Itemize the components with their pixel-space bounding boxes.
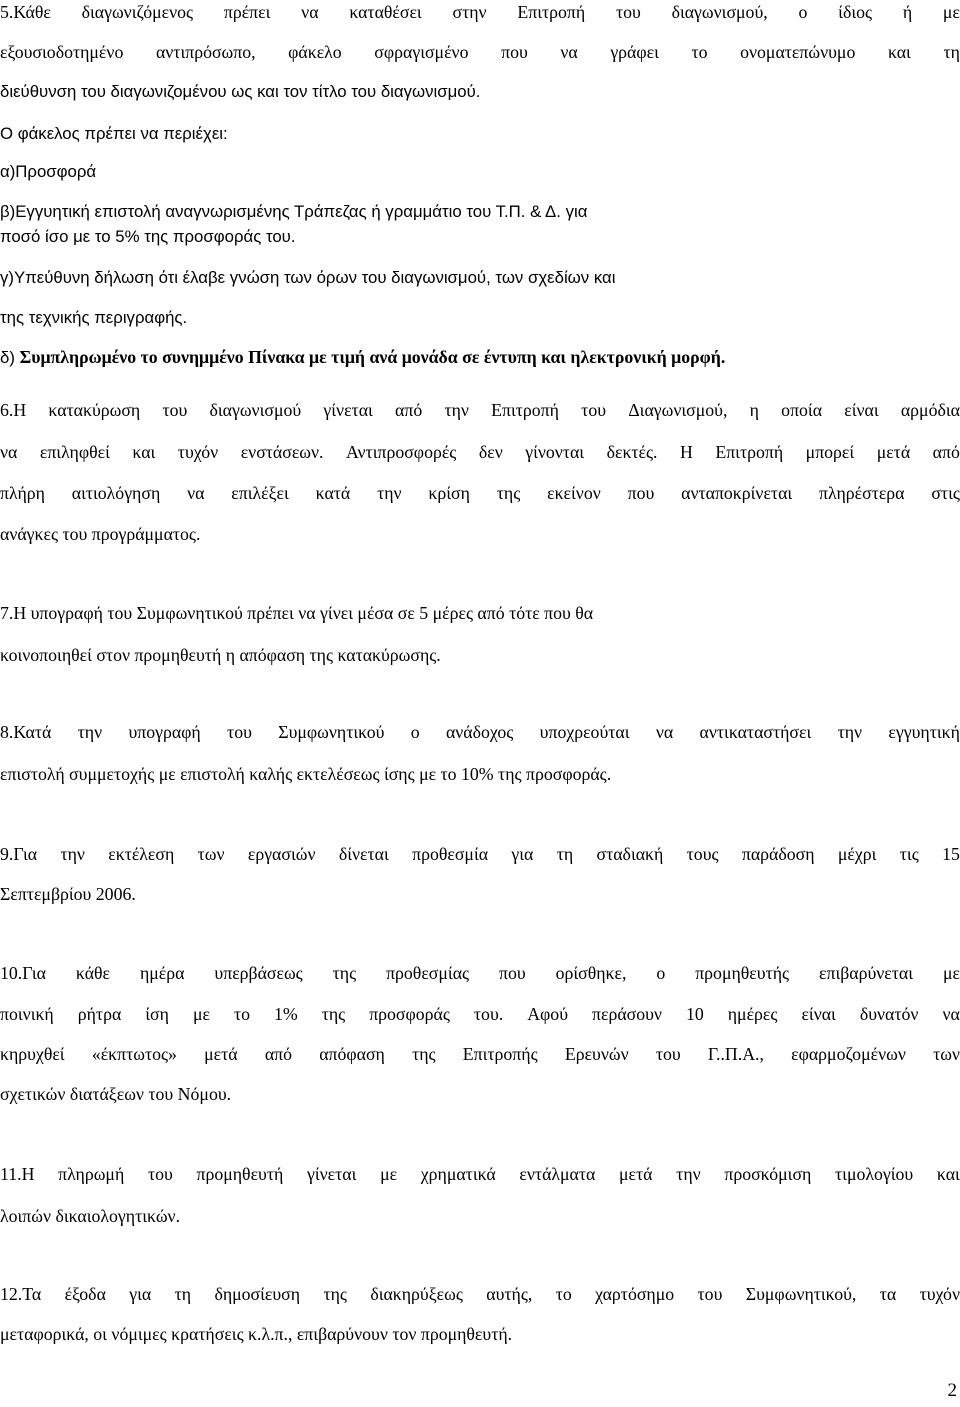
word: 11.Η	[0, 1164, 35, 1184]
word: εφαρμοζομένων	[791, 1044, 906, 1064]
word: μέχρι	[837, 844, 877, 864]
word: της	[323, 1284, 347, 1304]
paragraph-7-line-1: 7.Η υπογραφή του Συμφωνητικού πρέπει να γίνει μέσα σε 5 μέρες από τότε που θα	[0, 603, 594, 623]
item-d-bold-text: Συμπληρωμένο το συνημμένο Πίνακα με τιμή ανά μονάδα σε έντυπη και ηλεκτρονική μορφή.	[19, 347, 726, 367]
word: την	[676, 1164, 701, 1184]
word: ο	[656, 963, 666, 983]
word: με	[192, 1004, 210, 1024]
word: ανάδοχος	[445, 722, 514, 742]
word: 10.Για	[0, 963, 46, 983]
word: από	[264, 1044, 292, 1064]
word: η	[749, 400, 759, 420]
paragraph-10-line-2	[0, 1002, 960, 1026]
word: των	[197, 844, 225, 864]
word: ποινική	[0, 1004, 54, 1024]
item-b-guarantee-line-1: β)Εγγυητική επιστολή αναγνωρισμένης Τράπεζας ή γραμμάτιο του Τ.Π. & Δ. για	[0, 202, 588, 221]
word: μετά	[619, 1164, 653, 1184]
word: Συμφωνητικού,	[745, 1284, 857, 1304]
word: καταθέσει	[349, 2, 422, 22]
word: υπερβάσεως	[214, 963, 303, 983]
word: της	[412, 1044, 436, 1064]
word: επιβαρύνεται	[819, 963, 914, 983]
word: να	[0, 442, 18, 462]
word: χαρτόσημο	[595, 1284, 675, 1304]
word: της	[332, 963, 357, 983]
word: μετά	[204, 1044, 238, 1064]
word: οποία	[781, 400, 823, 420]
word: ο	[410, 722, 420, 742]
word: μετά	[876, 442, 911, 462]
word: με	[942, 963, 960, 983]
word: Συμφωνητικού	[278, 722, 385, 742]
paragraph-11-line-1	[0, 1162, 960, 1186]
word: στις	[931, 483, 960, 503]
word: απόφαση	[319, 1044, 385, 1064]
word: την	[77, 722, 103, 742]
word: του	[162, 400, 188, 420]
word: έξοδα	[64, 1284, 106, 1304]
word: υπογραφή	[128, 722, 201, 742]
word: 15	[942, 844, 960, 864]
word: του.	[473, 1004, 504, 1024]
word: σταδιακή	[596, 844, 664, 864]
word: προσκόμιση	[724, 1164, 812, 1184]
paragraph-5-line-3: διεύθυνση του διαγωνιζομένου ως και τον τίτλο του διαγωνισμού.	[0, 82, 481, 101]
word: εκείνον	[547, 483, 601, 503]
paragraph-8-line-2: επιστολή συμμετοχής με επιστολή καλής εκτελέσεως ίσης με το 10% της προσφοράς.	[0, 764, 612, 784]
word: να	[655, 722, 674, 742]
paragraph-12-line-1	[0, 1282, 960, 1306]
item-d-prefix: δ)	[0, 348, 20, 367]
word: για	[129, 1284, 152, 1304]
word: σφραγισμένο	[374, 42, 469, 62]
word: κατακύρωση	[48, 400, 141, 420]
paragraph-9-line-1	[0, 842, 960, 866]
word: τυχόν	[177, 442, 219, 462]
paragraph-10-line-4: σχετικών διατάξεων του Νόμου.	[0, 1084, 232, 1104]
word: προθεσμία	[412, 844, 489, 864]
word: των	[933, 1044, 960, 1064]
paragraph-6-line-2	[0, 440, 960, 464]
word: τυχόν	[919, 1284, 960, 1304]
word: εντάλματα	[519, 1164, 596, 1184]
word: εκτέλεση	[108, 844, 175, 864]
word: εγγυητική	[888, 722, 960, 742]
word: να	[187, 483, 205, 503]
word: «έκπτωτος»	[91, 1044, 177, 1064]
word: Επιτροπή	[715, 442, 784, 462]
word: αρμόδια	[900, 400, 960, 420]
word: του	[615, 2, 641, 22]
word: για	[511, 844, 534, 864]
word: την	[444, 400, 469, 420]
item-a-offer: α)Προσφορά	[0, 162, 97, 181]
word: να	[942, 1004, 960, 1024]
item-c-declaration-line-1: γ)Υπεύθυνη δήλωση ότι έλαβε γνώση των όρων του διαγωνισμού, των σχεδίων και	[0, 268, 616, 287]
item-c-declaration-line-2: της τεχνικής περιγραφής.	[0, 308, 188, 327]
word: τη	[174, 1284, 192, 1304]
word: αντιπρόσωπο,	[155, 42, 256, 62]
word: την	[377, 483, 402, 503]
word: γίνεται	[323, 400, 373, 420]
word: προσφοράς	[369, 1004, 450, 1024]
word: υποχρεούται	[539, 722, 630, 742]
word: που	[499, 963, 526, 983]
word: πληρέστερα	[819, 483, 905, 503]
word: να	[301, 2, 319, 22]
word: ο	[798, 2, 808, 22]
word: εξουσιοδοτημένο	[0, 42, 124, 62]
word: πρέπει	[223, 2, 271, 22]
word: 5.Κάθε	[0, 2, 51, 22]
word: τιμολογίου	[835, 1164, 914, 1184]
word: χρηματικά	[420, 1164, 496, 1184]
word: περάσουν	[592, 1004, 662, 1024]
word: και	[132, 442, 156, 462]
paragraph-8-line-1	[0, 720, 960, 744]
paragraph-6-line-4: ανάγκες του προγράμματος.	[0, 524, 201, 544]
word: παράδοση	[741, 844, 815, 864]
word: κηρυχθεί	[0, 1044, 65, 1064]
word: δεκτές.	[606, 442, 658, 462]
word: του	[581, 400, 607, 420]
word: 8.Κατά	[0, 722, 52, 742]
word: αντικαταστήσει	[699, 722, 812, 742]
paragraph-11-line-2: λοιπών δικαιολογητικών.	[0, 1206, 181, 1226]
word: εργασιών	[247, 844, 316, 864]
word: το	[555, 1284, 572, 1304]
paragraph-6-line-1	[0, 398, 960, 422]
envelope-contents-heading: Ο φάκελος πρέπει να περιέχει:	[0, 124, 228, 143]
paragraph-6-line-3	[0, 481, 960, 505]
word: αυτής,	[486, 1284, 533, 1304]
word: ανταποκρίνεται	[681, 483, 793, 503]
word: δίνεται	[338, 844, 389, 864]
word: γράφει	[610, 42, 659, 62]
paragraph-7-line-2: κοινοποιηθεί στον προμηθευτή η απόφαση της κατακύρωσης.	[0, 645, 441, 665]
word: Γ..Π.Α.,	[707, 1044, 764, 1064]
paragraph-5-line-2	[0, 40, 960, 64]
word: που	[501, 42, 528, 62]
word: ίδιος	[838, 2, 873, 22]
word: του	[697, 1284, 723, 1304]
word: τη	[556, 844, 574, 864]
word: διαγωνιζόμενος	[81, 2, 194, 22]
word: 1%	[273, 1004, 298, 1024]
word: Ερευνών	[564, 1044, 629, 1064]
word: κρίση	[428, 483, 470, 503]
word: το	[691, 42, 708, 62]
word: ονοματεπώνυμο	[740, 42, 856, 62]
word: Αφού	[527, 1004, 569, 1024]
word: στην	[452, 2, 487, 22]
word: ημέρα	[139, 963, 185, 983]
word: Επιτροπής	[462, 1044, 538, 1064]
word: από	[395, 400, 423, 420]
word: τα	[879, 1284, 897, 1304]
paragraph-12-line-2: μεταφορικά, οι νόμιμες κρατήσεις κ.λ.π., επιβαρύνουν τον προμηθευτή.	[0, 1324, 513, 1344]
word: του	[655, 1044, 681, 1064]
word: δημοσίευση	[214, 1284, 301, 1304]
word: αιτιολόγηση	[71, 483, 161, 503]
word: Επιτροπή	[517, 2, 586, 22]
word: προθεσμίας	[386, 963, 470, 983]
paragraph-10-line-3	[0, 1042, 960, 1066]
word: ενστάσεων.	[240, 442, 324, 462]
word: δεν	[478, 442, 503, 462]
word: φάκελο	[288, 42, 342, 62]
word: του	[227, 722, 252, 742]
word: της	[496, 483, 521, 503]
word: 12.Τα	[0, 1284, 42, 1304]
word: Επιτροπή	[491, 400, 559, 420]
word: επιληφθεί	[39, 442, 110, 462]
word: που	[627, 483, 655, 503]
word: τους	[686, 844, 719, 864]
word: ημέρες	[727, 1004, 778, 1024]
word: ορίσθηκε,	[555, 963, 627, 983]
word: διαγωνισμού	[209, 400, 302, 420]
word: 10	[685, 1004, 704, 1024]
word: κατά	[315, 483, 351, 503]
word: ίση	[145, 1004, 169, 1024]
page-number: 2	[947, 1380, 957, 1401]
item-b-guarantee-line-2: ποσό ίσο με το 5% της προσφοράς του.	[0, 227, 296, 246]
word: προμηθευτή	[196, 1164, 284, 1184]
word: με	[942, 2, 960, 22]
word: 9.Για	[0, 844, 38, 864]
word: ρήτρα	[77, 1004, 122, 1024]
paragraph-5-line-1	[0, 0, 960, 24]
word: Διαγωνισμού,	[628, 400, 728, 420]
word: πληρωμή	[58, 1164, 125, 1184]
word: προμηθευτής	[695, 963, 790, 983]
word: του	[147, 1164, 173, 1184]
word: από	[932, 442, 960, 462]
word: την	[60, 844, 85, 864]
word: διακηρύξεως	[370, 1284, 463, 1304]
word: γίνονται	[525, 442, 585, 462]
paragraph-10-line-1	[0, 961, 960, 985]
word: επιλέξει	[231, 483, 289, 503]
word: είναι	[801, 1004, 836, 1024]
word: γίνεται	[306, 1164, 357, 1184]
word: Αντιπροσφορές	[345, 442, 457, 462]
word: είναι	[844, 400, 879, 420]
word: κάθε	[75, 963, 111, 983]
word: το	[233, 1004, 250, 1024]
word: δυνατόν	[859, 1004, 919, 1024]
word: τις	[899, 844, 919, 864]
word: ή	[902, 2, 913, 22]
word: μπορεί	[805, 442, 855, 462]
word: να	[560, 42, 578, 62]
word: Η	[680, 442, 693, 462]
word: 6.Η	[0, 400, 27, 420]
word: και	[887, 42, 911, 62]
item-d-price-table	[0, 345, 960, 370]
word: τη	[943, 42, 960, 62]
word: διαγωνισμού,	[671, 2, 768, 22]
paragraph-9-line-2: Σεπτεμβρίου 2006.	[0, 884, 136, 904]
word: και	[936, 1164, 960, 1184]
word: της	[321, 1004, 346, 1024]
word: την	[837, 722, 863, 742]
word: πλήρη	[0, 483, 45, 503]
word: με	[380, 1164, 398, 1184]
